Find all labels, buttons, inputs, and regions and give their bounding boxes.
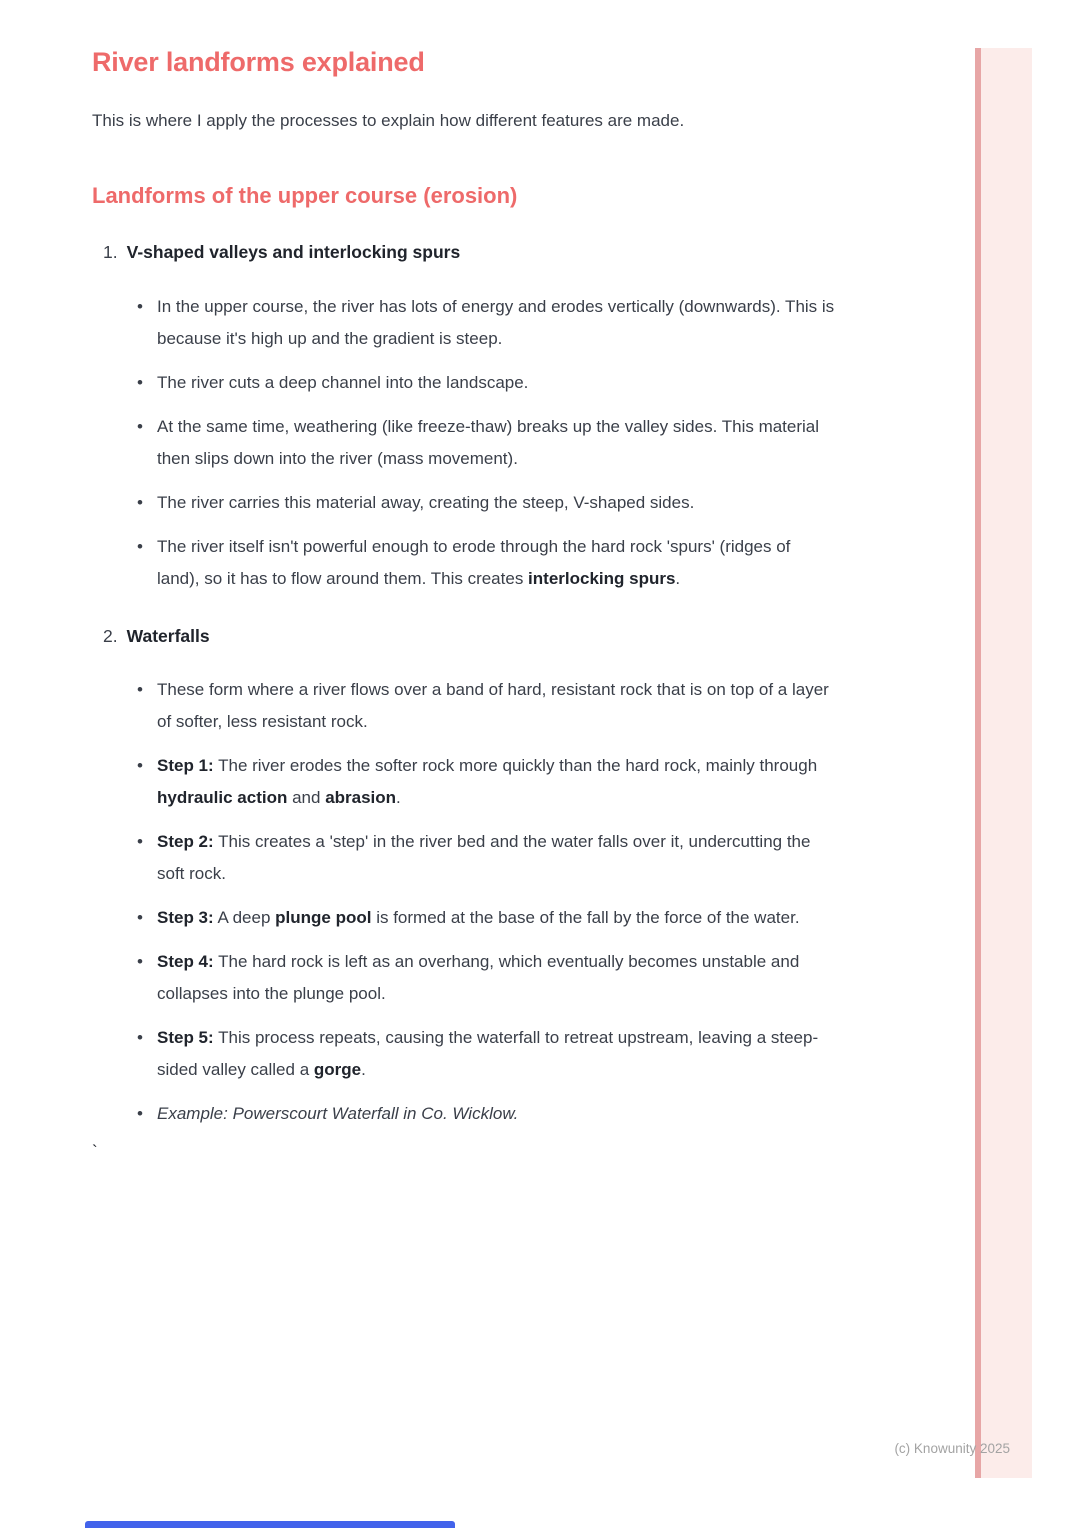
list-item-number: 1. bbox=[103, 242, 118, 263]
stray-backtick: ` bbox=[92, 1142, 98, 1162]
bullet-marker: • bbox=[137, 296, 143, 316]
bullet-item bbox=[137, 1098, 852, 1130]
numbered-list-item bbox=[92, 241, 852, 595]
bullet-marker: • bbox=[137, 680, 143, 700]
bullet-item bbox=[137, 531, 852, 595]
list-item-heading bbox=[92, 241, 852, 265]
bullet-item bbox=[137, 487, 852, 519]
bullet-marker: • bbox=[137, 372, 143, 392]
bottom-blue-bar bbox=[85, 1521, 455, 1528]
bullet-marker: • bbox=[137, 492, 143, 512]
bullet-marker: • bbox=[137, 1104, 143, 1124]
list-item-heading bbox=[92, 625, 852, 649]
right-accent-bar bbox=[975, 48, 1032, 1478]
bullet-marker: • bbox=[137, 756, 143, 776]
bullet-item bbox=[137, 902, 852, 934]
bullet-list bbox=[92, 291, 852, 595]
bullet-item bbox=[137, 750, 852, 814]
bullet-marker: • bbox=[137, 416, 143, 436]
bullet-marker: • bbox=[137, 832, 143, 852]
bullet-text: The river itself isn't powerful enough to erode through the hard rock 'spurs' (ridges of land), so it has to flow around them. This creates interlocking spurs. bbox=[157, 536, 791, 588]
bullet-item bbox=[137, 367, 852, 399]
bullet-marker: • bbox=[137, 952, 143, 972]
bullet-item bbox=[137, 1022, 852, 1086]
bullet-text: At the same time, weathering (like freeze-thaw) breaks up the valley sides. This material then slips down into the river (mass movement). bbox=[157, 416, 820, 468]
copyright-text: (c) Knowunity 2025 bbox=[894, 1441, 1010, 1456]
bullet-text: Step 1: The river erodes the softer rock more quickly than the hard rock, mainly through hydraulic action and abrasion. bbox=[157, 756, 818, 808]
section-heading: Landforms of the upper course (erosion) bbox=[92, 182, 518, 208]
list-item-number: 2. bbox=[103, 625, 118, 646]
landforms-list bbox=[92, 241, 852, 1130]
bullet-text: Example: Powerscourt Waterfall in Co. Wicklow. bbox=[157, 1104, 519, 1124]
bullet-marker: • bbox=[137, 536, 143, 556]
numbered-list-item bbox=[92, 625, 852, 1131]
bullet-text: These form where a river flows over a band of hard, resistant rock that is on top of a layer of softer, less resistant rock. bbox=[157, 680, 829, 732]
list-item-title: V-shaped valleys and interlocking spurs bbox=[126, 242, 461, 263]
bullet-item bbox=[137, 291, 852, 355]
list-item-title: Waterfalls bbox=[126, 625, 210, 646]
page-title: River landforms explained bbox=[92, 47, 425, 77]
bullet-item bbox=[137, 826, 852, 890]
bullet-item bbox=[137, 946, 852, 1010]
bullet-text: Step 2: This creates a 'step' in the river bed and the water falls over it, undercutting the soft rock. bbox=[157, 832, 811, 884]
bullet-text: The river cuts a deep channel into the landscape. bbox=[157, 372, 529, 392]
bullet-marker: • bbox=[137, 908, 143, 928]
bullet-text: Step 5: This process repeats, causing the waterfall to retreat upstream, leaving a steep-sided valley called a gorge. bbox=[157, 1028, 819, 1080]
right-accent-bar-fill bbox=[981, 48, 1032, 1478]
bullet-text: Step 3: A deep plunge pool is formed at the base of the fall by the force of the water. bbox=[157, 908, 800, 928]
bullet-text: The river carries this material away, creating the steep, V-shaped sides. bbox=[157, 492, 695, 512]
intro-paragraph: This is where I apply the processes to explain how different features are made. bbox=[92, 111, 685, 131]
bullet-list bbox=[92, 674, 852, 1130]
bullet-item bbox=[137, 674, 852, 738]
bullet-text: In the upper course, the river has lots of energy and erodes vertically (downwards). This is because it's high up and the gradient is steep. bbox=[157, 296, 835, 348]
bullet-text: Step 4: The hard rock is left as an overhang, which eventually becomes unstable and collapses into the plunge pool. bbox=[157, 952, 800, 1004]
bullet-item bbox=[137, 411, 852, 475]
bullet-marker: • bbox=[137, 1028, 143, 1048]
